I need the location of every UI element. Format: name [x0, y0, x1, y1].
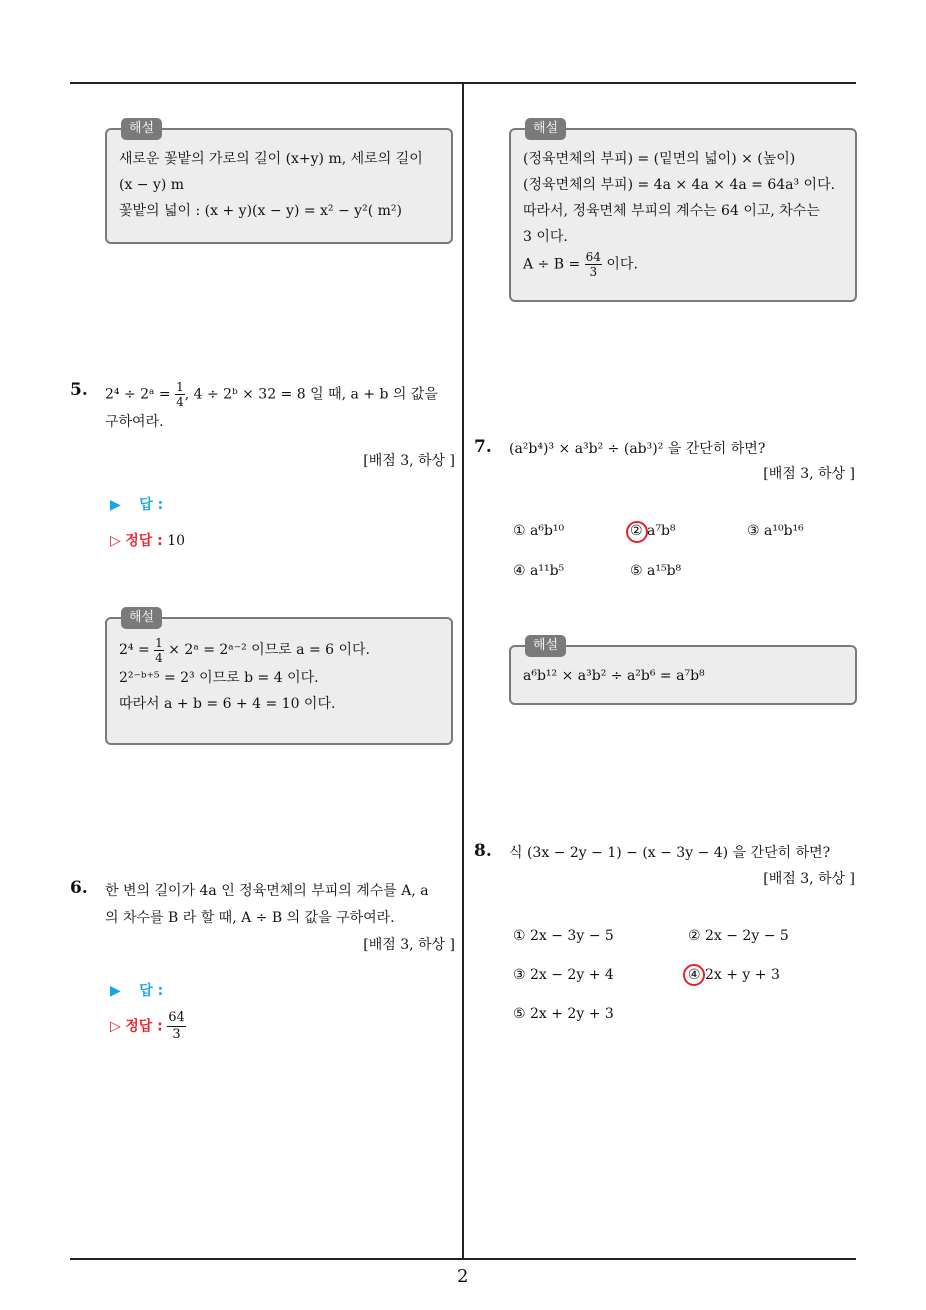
answer-marker-icon: ▶ [110, 497, 121, 513]
bottom-rule [70, 1258, 856, 1260]
explanation-part: 2⁴ = [119, 642, 150, 658]
explanation-line: 따라서, 정육면체 부피의 계수는 64 이고, 차수는 [523, 203, 820, 219]
question-number-8: 8. [474, 841, 492, 861]
explanation-line: 꽃밭의 넓이 : (x + y)(x − y) = x² − y²( m²) [119, 203, 402, 219]
explanation-tag: 해설 [121, 118, 162, 140]
question-5-line2: 구하여라. [105, 414, 164, 430]
question-number-7: 7. [474, 437, 492, 457]
score-label-8: [배점 3, 하상 ] [763, 871, 855, 887]
answer-label: 답 : [139, 983, 164, 999]
explanation-tag: 해설 [121, 607, 162, 629]
page-number: 2 [457, 1266, 469, 1287]
correct-marker-icon: ▷ [110, 533, 121, 549]
explanation-tag: 해설 [525, 635, 566, 657]
explanation-line: 3 이다. [523, 229, 568, 245]
question-6-line2: 의 차수를 B 라 할 때, A ÷ B 의 값을 구하여라. [105, 910, 395, 926]
question-number-6: 6. [70, 878, 88, 898]
correct-label: 정답 : [125, 1018, 163, 1035]
explanation-line: a⁶b¹² × a³b² ÷ a²b⁶ = a⁷b⁸ [523, 668, 705, 684]
correct-answer-line-6 [110, 1010, 186, 1043]
choice-7-3[interactable]: ③ a¹⁰b¹⁶ [747, 523, 804, 539]
fraction-one-quarter: $\frac{1}{4}$ [155, 635, 163, 665]
explanation-line: 따라서 a + b = 6 + 4 = 10 이다. [119, 696, 336, 712]
explanation-line: (정육면체의 부피) = 4a × 4a × 4a = 64a³ 이다. [523, 177, 836, 193]
explanation-part: A ÷ B = [523, 256, 581, 273]
choice-8-2[interactable]: ② 2x − 2y − 5 [688, 928, 789, 944]
fraction-64-over-3: $\frac{64}{3}$ [585, 250, 601, 279]
fraction-one-quarter: $\frac{1}{4}$ [176, 380, 184, 409]
choice-8-1[interactable]: ① 2x − 3y − 5 [513, 928, 614, 944]
question-text-5 [105, 380, 457, 436]
explanation-line: 새로운 꽃밭의 가로의 길이 (x+y) m, 세로의 길이 [119, 151, 423, 167]
correct-answer-line-5 [110, 530, 185, 550]
score-label-7: [배점 3, 하상 ] [763, 466, 855, 482]
fraction-64-over-3: $\frac{64}{3}$ [168, 1010, 185, 1042]
question-5-part: 2⁴ ÷ 2ᵃ = [105, 386, 171, 403]
column-divider [462, 82, 464, 1259]
explanation-part: 이다. [606, 256, 638, 273]
explanation-line: (x − y) m [119, 177, 185, 193]
answer-label: 답 : [139, 497, 164, 513]
score-label-6: [배점 3, 하상 ] [363, 937, 455, 953]
choice-8-5[interactable]: ⑤ 2x + 2y + 3 [513, 1006, 614, 1022]
choice-7-1[interactable]: ① a⁶b¹⁰ [513, 523, 565, 539]
explanation-box-q7 [509, 638, 857, 705]
explanation-tag: 해설 [525, 118, 566, 140]
choice-8-3[interactable]: ③ 2x − 2y + 4 [513, 967, 614, 983]
choice-7-2[interactable]: ② a⁷b⁸ [630, 523, 676, 539]
answer-line-5 [110, 494, 163, 514]
answer-line-6 [110, 980, 163, 1000]
correct-label: 정답 : [125, 533, 163, 549]
question-5-part: , 4 ÷ 2ᵇ × 32 = 8 일 때, a + b 의 값을 [184, 386, 438, 403]
explanation-box-q4 [105, 121, 453, 244]
question-text-6 [105, 878, 457, 932]
explanation-line: (정육면체의 부피) = (밑면의 넓이) × (높이) [523, 151, 796, 167]
score-label-5: [배점 3, 하상 ] [363, 453, 455, 469]
explanation-box-q6 [509, 121, 857, 302]
question-number-5: 5. [70, 380, 88, 400]
explanation-part: × 2ᵃ = 2ᵃ⁻² 이므로 a = 6 이다. [168, 642, 370, 658]
answer-marker-icon: ▶ [110, 983, 121, 999]
question-6-line1: 한 변의 길이가 4a 인 정육면체의 부피의 계수를 A, a [105, 883, 429, 899]
correct-marker-icon: ▷ [110, 1018, 121, 1035]
choice-8-4[interactable]: ④ 2x + y + 3 [688, 967, 780, 983]
question-text-7: (a²b⁴)³ × a³b² ÷ (ab³)² 을 간단히 하면? [509, 441, 766, 457]
choice-7-5[interactable]: ⑤ a¹⁵b⁸ [630, 563, 682, 579]
explanation-line: 2²⁻ᵇ⁺⁵ = 2³ 이므로 b = 4 이다. [119, 670, 319, 686]
explanation-box-q5 [105, 610, 453, 745]
correct-value: 10 [167, 533, 186, 549]
choice-7-4[interactable]: ④ a¹¹b⁵ [513, 563, 565, 579]
question-text-8: 식 (3x − 2y − 1) − (x − 3y − 4) 을 간단히 하면? [509, 845, 831, 861]
